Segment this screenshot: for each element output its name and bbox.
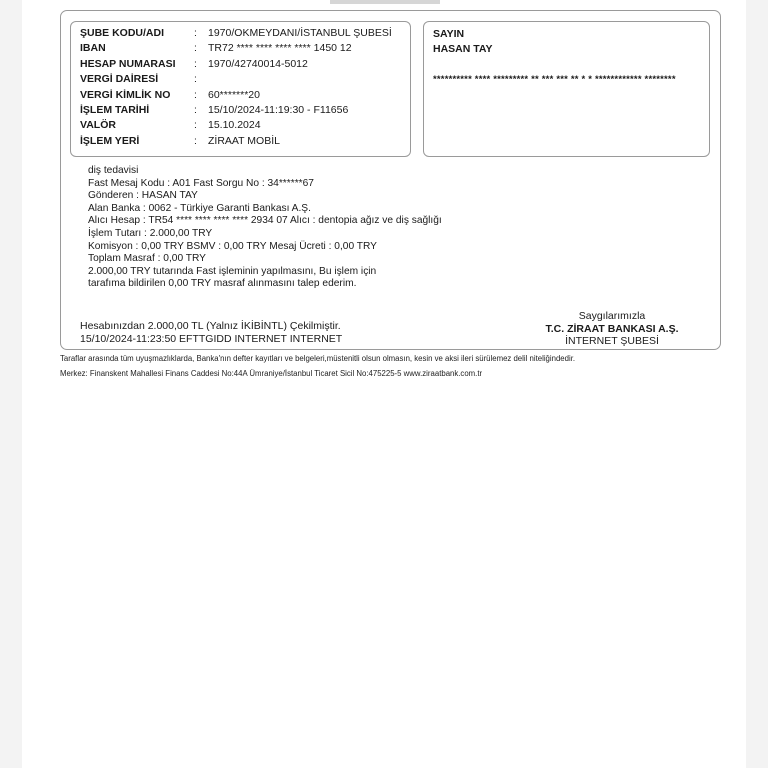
signature-block (530, 310, 694, 348)
debit-notice-timestamp: 15/10/2024-11:23:50 EFTTGIDD INTERNET INTERNET (80, 332, 343, 345)
account-number-label: HESAP NUMARASI (80, 57, 176, 70)
description-line: diş tedavisi (88, 165, 139, 176)
signature-greeting: Saygılarımızla (578, 310, 646, 322)
branch-label: ŞUBE KODU/ADI (80, 27, 165, 39)
description-line: 2.000,00 TRY tutarında Fast işleminin yapılmasını, Bu işlem için (88, 265, 377, 277)
separator: : (194, 103, 197, 116)
top-header-fragment (330, 0, 440, 4)
tax-office-label: VERGİ DAİRESİ (80, 73, 159, 86)
separator: : (194, 88, 197, 101)
value-date-value: 15.10.2024 (208, 119, 261, 132)
account-number-value: 1970/42740014-5012 (208, 57, 308, 70)
description-line: Alan Banka : 0062 - Türkiye Garanti Bankası A.Ş. (88, 202, 311, 214)
tax-id-value: 60*******20 (208, 88, 260, 101)
description-line: tarafıma bildirilen 0,00 TRY masraf alınmasını talep ederim. (88, 278, 357, 290)
separator: : (194, 119, 197, 132)
description-line: Gönderen : HASAN TAY (88, 190, 198, 202)
separator: : (194, 73, 197, 86)
signature-branch: İNTERNET ŞUBESİ (565, 335, 659, 347)
separator: : (194, 27, 197, 39)
branch-value: 1970/OKMEYDANI/İSTANBUL ŞUBESİ (208, 27, 392, 39)
debit-notice (80, 320, 342, 345)
description-line: Fast Mesaj Kodu : A01 Fast Sorgu No : 34******67 (88, 177, 314, 189)
separator: : (194, 57, 197, 70)
legal-disclaimer: Taraflar arasında tüm uyuşmazlıklarda, Banka'nın defter kayıtları ve belgeleri,müstenitli olsun olmasın, kesin ve aksi ileri sürülemez delil niteliğindedir. (60, 354, 576, 363)
iban-value: TR72 **** **** **** **** 1450 12 (208, 42, 352, 55)
description-line: Alıcı Hesap : TR54 **** **** **** **** 2934 07 Alıcı : dentopia ağız ve diş sağlığı (88, 215, 442, 227)
separator: : (194, 134, 197, 147)
separator: : (194, 42, 197, 55)
description-line: Komisyon : 0,00 TRY BSMV : 0,00 TRY Mesaj Ücreti : 0,00 TRY (88, 240, 377, 252)
value-date-label: VALÖR (80, 119, 116, 132)
debit-notice-amount: Hesabınızdan 2.000,00 TL (Yalnız İKİBİNTL) Çekilmiştir. (80, 320, 341, 332)
recipient-box (423, 21, 710, 157)
legal-address: Merkez: Finanskent Mahallesi Finans Caddesi No:44A Ümraniye/İstanbul Ticaret Sicil No:475225-5 www.ziraatbank.com.tr (60, 369, 483, 378)
recipient-salutation: SAYIN (433, 28, 465, 40)
channel-value: ZİRAAT MOBİL (208, 134, 280, 147)
recipient-name: HASAN TAY (433, 43, 493, 55)
recipient-masked-address: ********** **** ********* ** *** *** ** * * ************ ******** (433, 74, 676, 85)
channel-label: İŞLEM YERİ (80, 134, 140, 147)
tax-id-label: VERGİ KİMLİK NO (80, 88, 171, 101)
description-line: İşlem Tutarı : 2.000,00 TRY (88, 227, 213, 239)
iban-label: IBAN (80, 42, 106, 55)
transaction-description (88, 165, 442, 291)
transaction-date-value: 15/10/2024-11:19:30 - F11656 (208, 103, 349, 116)
signature-bank: T.C. ZİRAAT BANKASI A.Ş. (545, 322, 679, 335)
description-line: Toplam Masraf : 0,00 TRY (88, 253, 206, 265)
transaction-date-label: İŞLEM TARİHİ (80, 103, 150, 116)
